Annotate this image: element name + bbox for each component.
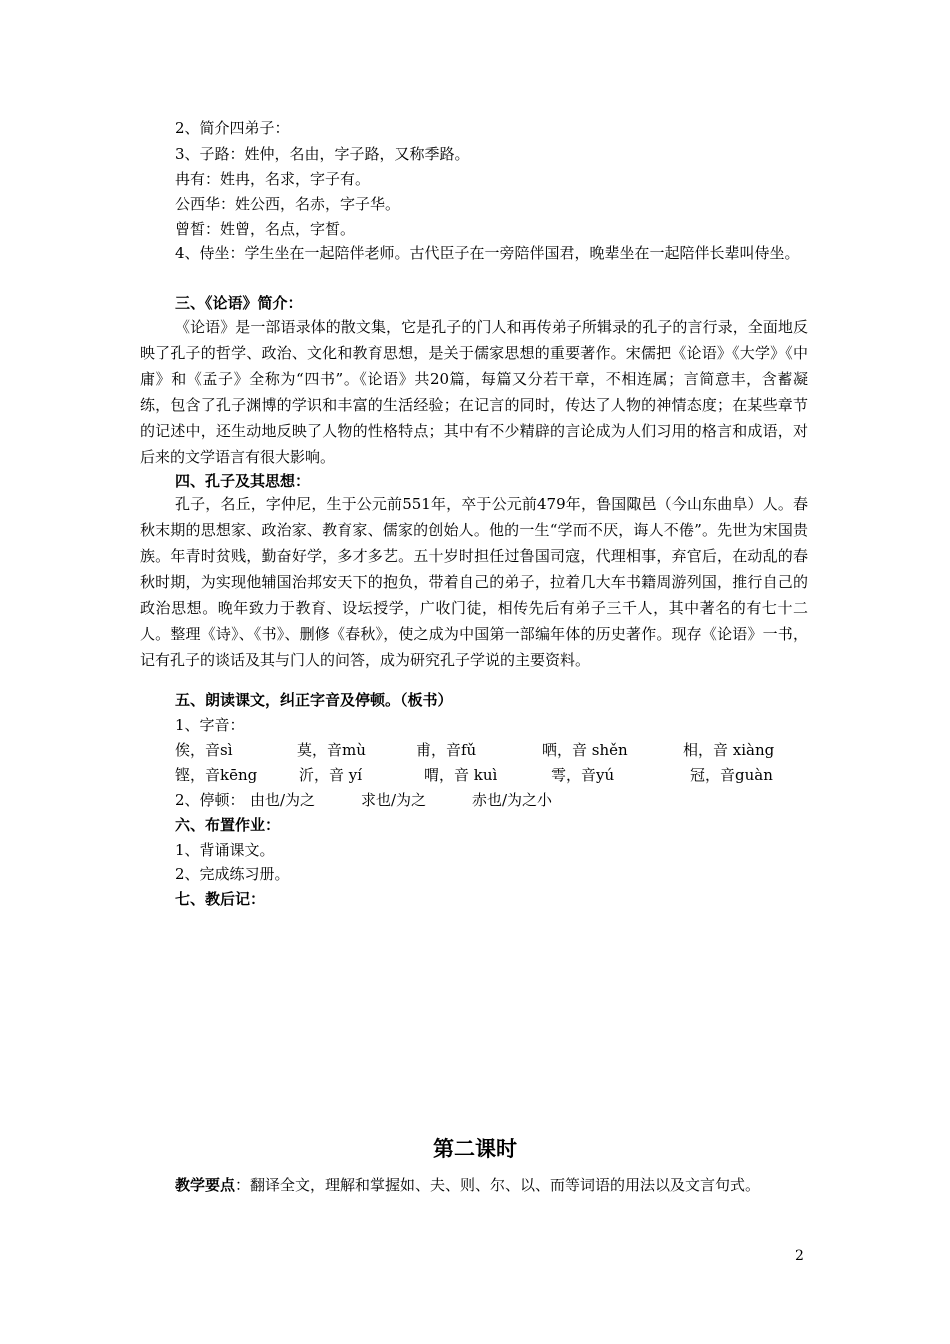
disciple-zilu: 3、子路：姓仲，名由，字子路，又称季路。	[175, 145, 470, 163]
pronunciation-item: 雩，音yú	[551, 766, 615, 784]
pronunciation-item: 沂，音 yí	[299, 766, 363, 784]
intro-four-disciples: 2、简介四弟子：	[175, 119, 290, 137]
pause-item: 求也/为之	[361, 791, 427, 809]
shizuo-definition: 4、侍坐：学生坐在一起陪伴老师。古代臣子在一旁陪伴国君，晚辈坐在一起陪伴长辈叫侍坐。	[175, 244, 800, 262]
pause-item: 赤也/为之小	[472, 791, 553, 809]
section-4-body: 孔子，名丘，字仲尼，生于公元前551年，卒于公元前479年，鲁国陬邑（今山东曲阜）人。春秋末期的思想家、政治家、教育家、儒家的创始人。他的一生“学而不厌，诲人不倦”。先世为宋国贵族。年青时贫贱，勤奋好学，多才多艺。五十岁时担任过鲁国司寇，代理相事，弃官后，在动乱的春秋时期，为实现他辅国治邦安天下的抱负，带着自己的弟子，拉着几大车书籍周游列国，推行自己的政治思想。晚年致力于教育、设坛授学，广收门徒，相传先后有弟子三千人，其中著名的有七十二人。整理《诗》、《书》、删修《春秋》，使之成为中国第一部编年体的历史著作。现存《论语》一书，记有孔子的谈话及其与门人的问答，成为研究孔子学说的主要资料。	[140, 495, 808, 669]
ziyin-label: 1、字音：	[175, 716, 245, 734]
focus-text: ：翻译全文，理解和掌握如、夫、则、尔、以、而等词语的用法以及文言句式。	[235, 1176, 761, 1194]
pronunciation-item: 莫，音mù	[297, 741, 366, 759]
pronunciation-item: 俟，音sì	[175, 741, 233, 759]
page-number: 2	[795, 1248, 804, 1264]
section-3-heading: 三、《论语》简介：	[175, 294, 303, 312]
pronunciation-item: 相，音 xiàng	[683, 741, 775, 759]
focus-label: 教学要点	[175, 1176, 236, 1194]
section-3-body: 《论语》是一部语录体的散文集，它是孔子的门人和再传弟子所辑录的孔子的言行录，全面地反映了孔子的哲学、政治、文化和教育思想，是关于儒家思想的重要著作。宋儒把《论语》《大学》《中庸》和《孟子》全称为“四书”。《论语》共20篇，每篇又分若干章，不相连属；言简意丰，含蓄凝练，包含了孔子渊博的学识和丰富的生活经验；在记言的同时，传达了人物的神情态度；在某些章节的记述中，还生动地反映了人物的性格特点；其中有不少精辟的言论成为人们习用的格言和成语，对后来的文学语言有很大影响。	[140, 318, 808, 466]
disciple-gongxihua: 公西华：姓公西，名赤，字子华。	[175, 195, 401, 213]
pronunciation-item: 喟，音 kuì	[424, 766, 498, 784]
pronunciation-item: 哂，音 shěn	[542, 741, 628, 759]
section-7-heading: 七、教后记：	[175, 890, 266, 908]
lesson-2-title: 第二课时	[433, 1137, 517, 1161]
lesson-2-focus	[175, 1173, 760, 1197]
section-5-heading: 五、朗读课文，纠正字音及停顿。（板书）	[175, 691, 453, 709]
pronunciation-item: 铿，音kēng	[175, 766, 258, 784]
homework-item: 1、背诵课文。	[175, 841, 275, 859]
pause-item: 由也/为之	[250, 791, 316, 809]
tingdun-label: 2、停顿：	[175, 791, 245, 809]
pronunciation-item: 冠，音guàn	[690, 766, 773, 784]
disciple-ranyou: 冉有：姓冉，名求，字子有。	[175, 170, 371, 188]
homework-item: 2、完成练习册。	[175, 865, 290, 883]
section-6-heading: 六、布置作业：	[175, 816, 281, 834]
disciple-zengxi: 曾皙：姓曾，名点，字皙。	[175, 220, 356, 238]
section-4-heading: 四、孔子及其思想：	[175, 472, 311, 490]
pronunciation-item: 甫，音fǔ	[416, 741, 477, 759]
